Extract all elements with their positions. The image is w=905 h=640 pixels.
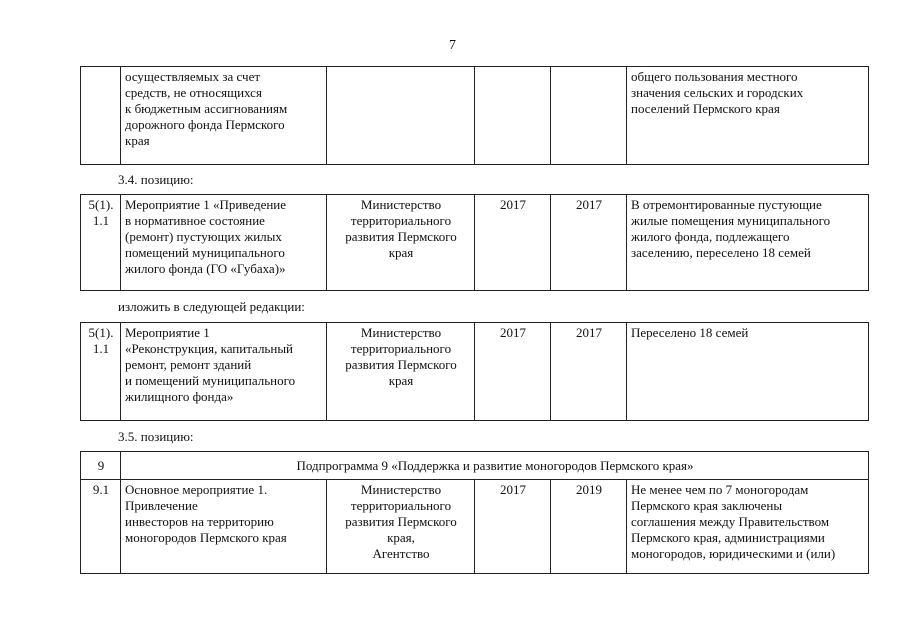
cell-executor: Министерство территориального развития Пермского края, Агентство	[327, 480, 475, 574]
cell-number: 5(1). 1.1	[81, 323, 121, 421]
cell-number: 9	[81, 452, 121, 480]
cell-end	[551, 67, 627, 165]
paragraph-3-4: 3.4. позицию:	[118, 172, 194, 187]
cell-start: 2017	[475, 480, 551, 574]
cell-result: В отремонтированные пустующие жилые помещения муниципального жилого фонда, подлежащего заселению, переселено 18 семей	[627, 195, 869, 291]
cell-start: 2017	[475, 195, 551, 291]
cell-start	[475, 67, 551, 165]
cell-number	[81, 67, 121, 165]
table-row	[81, 195, 869, 291]
cell-name: Мероприятие 1 «Реконструкция, капитальный ремонт, ремонт зданий и помещений муниципального жилищного фонда»	[121, 323, 327, 421]
table-row	[81, 67, 869, 165]
page-number: 7	[449, 38, 456, 53]
table-row	[81, 480, 869, 574]
cell-end: 2019	[551, 480, 627, 574]
subprogram-9-table	[80, 451, 869, 574]
cell-name: осуществляемых за счет средств, не относящихся к бюджетным ассигнованиям дорожного фонда Пермского края	[121, 67, 327, 165]
subprogram-header-row	[81, 452, 869, 480]
new-edition-table	[80, 322, 869, 421]
paragraph-3-5: 3.5. позицию:	[118, 429, 194, 444]
cell-number: 5(1). 1.1	[81, 195, 121, 291]
cell-start: 2017	[475, 323, 551, 421]
cell-end: 2017	[551, 323, 627, 421]
cell-name: Мероприятие 1 «Приведение в нормативное состояние (ремонт) пустующих жилых помещений муниципального жилого фонда (ГО «Губаха)»	[121, 195, 327, 291]
paragraph-edit: изложить в следующей редакции:	[118, 299, 305, 314]
cell-result: общего пользования местного значения сельских и городских поселений Пермского края	[627, 67, 869, 165]
subprogram-title: Подпрограмма 9 «Поддержка и развитие моногородов Пермского края»	[121, 452, 869, 480]
cell-executor: Министерство территориального развития Пермского края	[327, 195, 475, 291]
position-table-3-4	[80, 194, 869, 291]
cell-end: 2017	[551, 195, 627, 291]
cell-result: Переселено 18 семей	[627, 323, 869, 421]
cell-executor: Министерство территориального развития Пермского края	[327, 323, 475, 421]
table-row	[81, 323, 869, 421]
cell-number: 9.1	[81, 480, 121, 574]
cell-result: Не менее чем по 7 моногородам Пермского края заключены соглашения между Правительством Пермского края, администрациями моногородов, юридическими и (или)	[627, 480, 869, 574]
cell-executor	[327, 67, 475, 165]
cell-name: Основное мероприятие 1. Привлечение инвесторов на территорию моногородов Пермского края	[121, 480, 327, 574]
continuation-table	[80, 66, 869, 165]
